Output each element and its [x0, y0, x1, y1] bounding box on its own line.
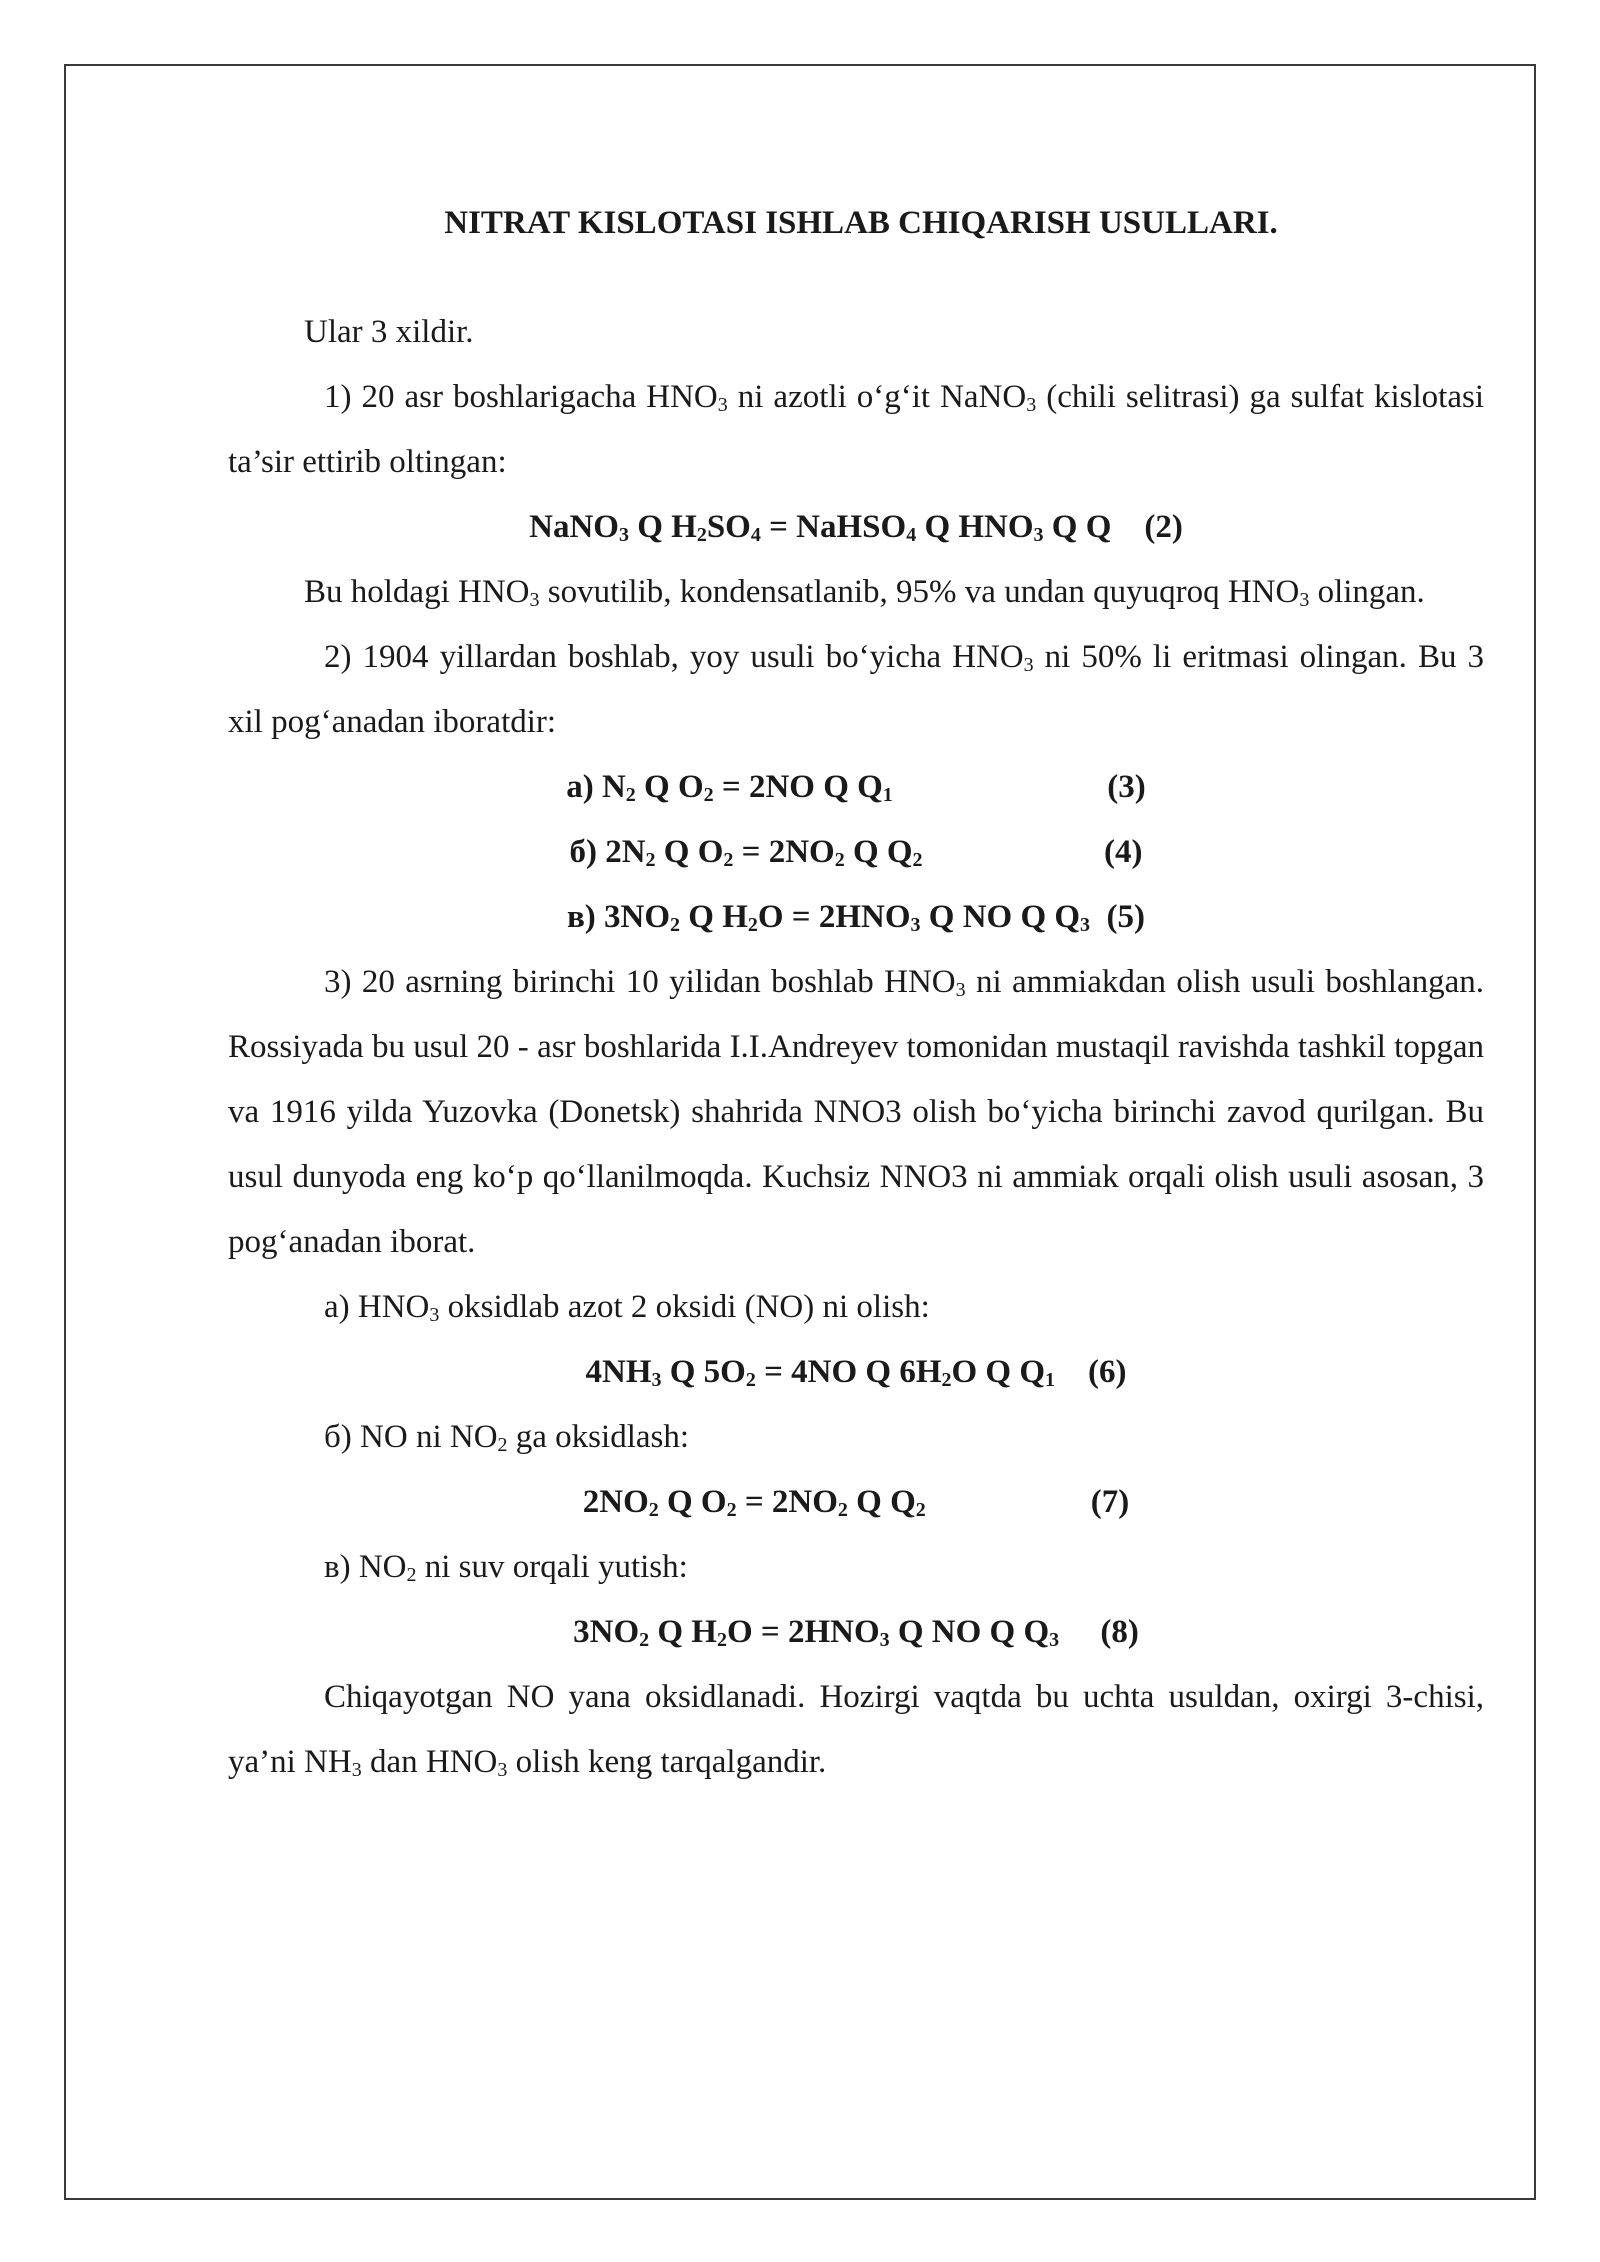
equation-number: (4) — [1104, 834, 1143, 870]
equation-number: (3) — [1107, 769, 1146, 805]
equation-8: $3NO_2$ Q $H_2O = 2HNO_3$ Q NO Q $Q_3$ (8) — [228, 1600, 1484, 1665]
equation-number: (7) — [1090, 1484, 1130, 1520]
equation-7: $2NO_2$ Q $O_2 = 2NO_2$ Q $Q_2$ (7) — [228, 1470, 1484, 1535]
method-2-paragraph: 2) 1904 yillardan boshlab, yoy usuli bo‘yicha $HNO_3$ ni 50% li eritmasi olingan. Bu 3 xil pog‘anadan iboratdir: — [228, 639, 1484, 740]
equation-number: (8) — [1100, 1614, 1139, 1650]
equation-2: NaNO$_3$ Q $H_2SO_4$ = NaHSO$_4$ Q $HNO_3$ Q Q (2) — [228, 495, 1484, 560]
equation-3: а) $N_2$ Q $O_2 = 2NO$ Q $Q_1$ (3) — [228, 755, 1484, 820]
equation-5: в) $3NO_2$ Q $H_2O = 2HNO_3$ Q NO Q $Q_3$ (5) — [228, 885, 1484, 950]
step-a-paragraph: а) $HNO_3$ oksidlab azot 2 oksidi (NO) ni olish: — [324, 1289, 930, 1326]
conclusion-paragraph: Chiqayotgan NO yana oksidlanadi. Hozirgi vaqtda bu uchta usuldan, oxirgi 3-chisi, ya’ni $NH_3$ dan $HNO_3$ olish keng tarqalgandir. — [228, 1679, 1484, 1781]
method-3-paragraph: 3) 20 asrning birinchi 10 yilidan boshlab $HNO_3$ ni ammiakdan olish usuli boshlangan. Rossiyada bu usul 20 - asr boshlarida I.I.Andreyev tomonidan mustaqil ravishda tashkil topgan va 1916 yilda Yuzovka (Donetsk) shahrida NNO3 olish bo‘yicha birinchi zavod qurilgan. Bu usul dunyoda eng ko‘p qo‘llanilmoqda. Kuchsiz NNO3 ni ammiak orqali olish usuli asosan, 3 pog‘anadan iborat. — [228, 964, 1484, 1260]
equation-number: (5) — [1106, 899, 1146, 935]
equation-4: б) $2N_2$ Q $O_2 = 2NO_2$ Q $Q_2$ (4) — [228, 820, 1484, 885]
document-body — [228, 205, 1484, 1795]
equation-number: (6) — [1088, 1354, 1127, 1390]
equation-number: (2) — [1144, 509, 1183, 545]
step-b-paragraph: б) NO ni $NO_2$ ga oksidlash: — [324, 1419, 690, 1456]
equation-6: $4NH_3$ Q $5O_2 = 4NO$ Q $6H_2O$ Q $Q_1$ (6) — [228, 1340, 1484, 1405]
step-v-paragraph: в) $NO_2$ ni suv orqali yutish: — [324, 1549, 688, 1586]
method-1-paragraph: 1) 20 asr boshlarigacha $HNO_3$ ni azotli o‘g‘it NaNO$_3$ (chili selitrasi) ga sulfat kislotasi ta’sir ettirib oltingan: — [228, 379, 1484, 480]
intro-paragraph: Ular 3 xildir. — [304, 314, 474, 350]
cooling-paragraph: Bu holdagi $HNO_3$ sovutilib, kondensatlanib, 95% va undan quyuqroq $HNO_3$ olingan. — [304, 574, 1425, 611]
page-title: NITRAT KISLOTASI ISHLAB CHIQARISH USULLARI. — [444, 205, 1278, 241]
